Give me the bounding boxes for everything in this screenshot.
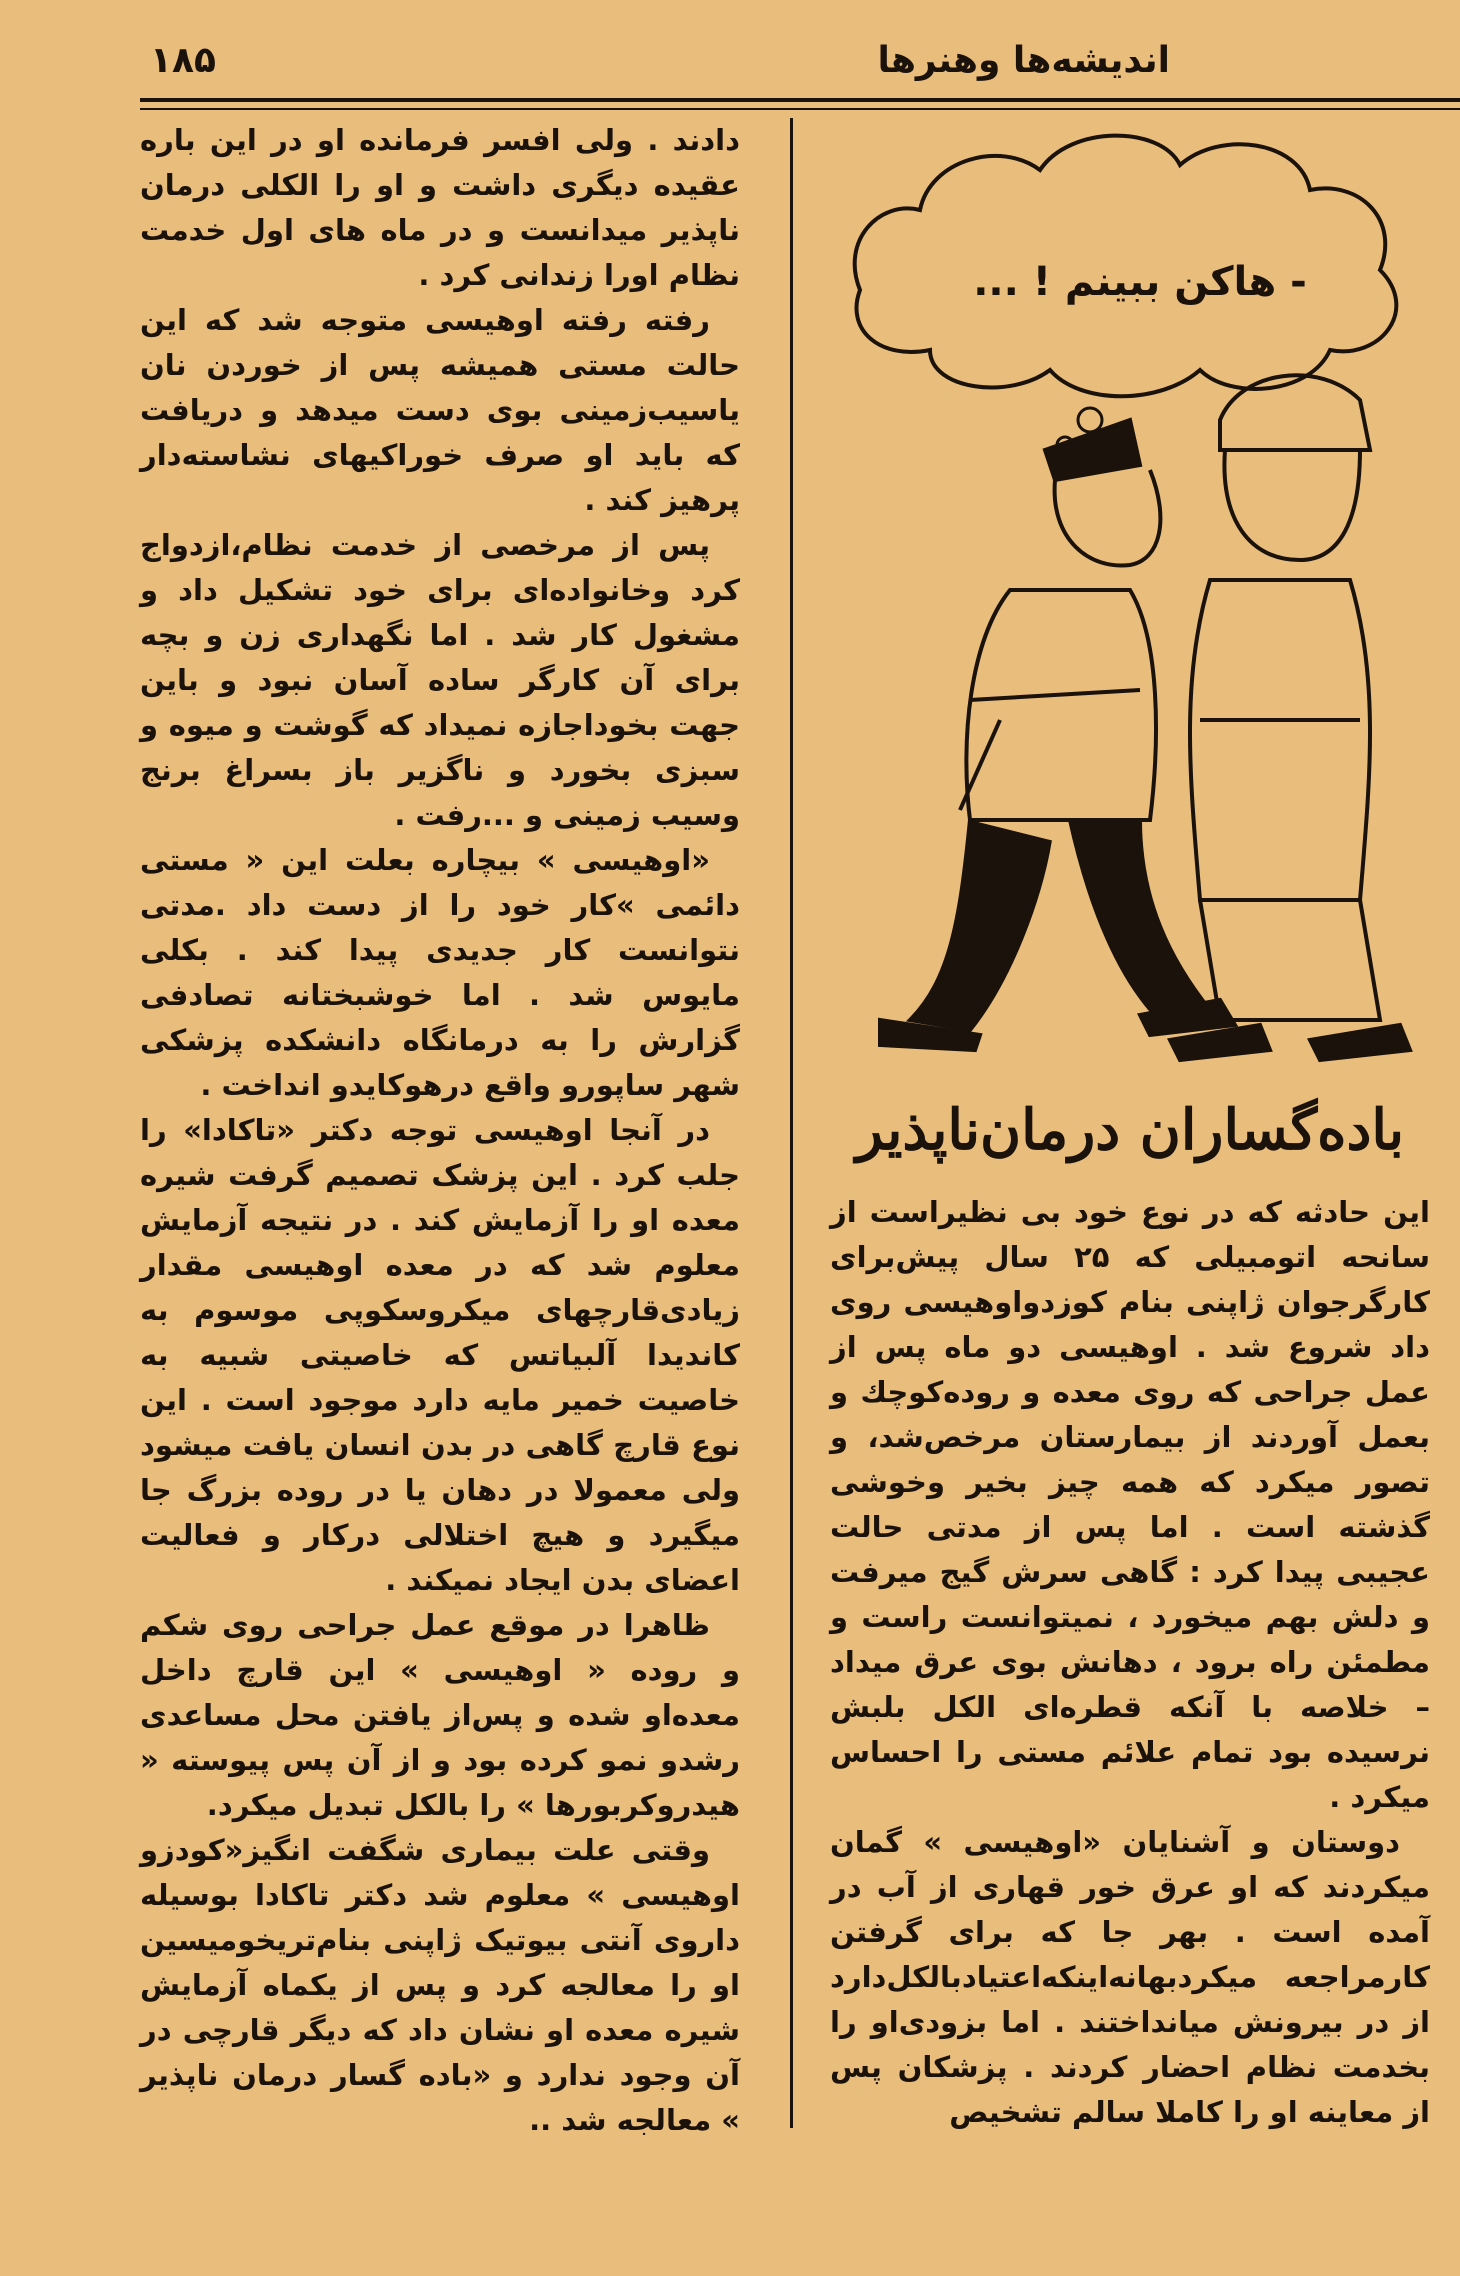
page-header — [140, 40, 1380, 100]
paragraph: رفته رفته اوهیسی متوجه شد که این حالت مستی همیشه پس از خوردن نان یاسیب‌زمینی بوی دست میدهد و دریافت که باید او صرف خوراکیهای نشاسته‌دار پرهیز کند . — [140, 303, 740, 517]
soldier-figure — [1170, 375, 1410, 1060]
paragraph: پس از مرخصی از خدمت نظام،ازدواج کرد وخانواده‌ای برای خود تشکیل داد و مشغول کار شد . اما نگهداری زن و بچه برای آن کارگر ساده آسان نبود و باین جهت بخوداجازه نمیداد که گوشت و میوه و سبزی بخورد و ناگزیر باز بسراغ برنج وسیب زمینی و ...رفت . — [140, 528, 740, 832]
cartoon-illustration — [840, 120, 1440, 1070]
paragraph: این حادثه که در نوع خود بی نظیراست از سانحه اتومبیلی که ۲۵ سال پیش‌برای کارگرجوان ژاپنی بنام کوزدواوهیسی روی داد شروع شد . اوهیسی دو ماه پس از عمل جراحی که روی معده و روده‌کوچك و بعمل آوردند از بیمارستان مرخص‌شد، و تصور میکرد که همه چیز بخیر وخوشی گذشته است . اما پس از مدتی حالت عجیبی پیدا کرد : گاهی سرش گیج میرفت و دلش بهم میخورد ، نمیتوانست راست و مطمئن راه برود ، دهانش بوی عرق میداد – خلاصه با آنکه قطره‌ای الکل بلبش نرسیده بود تمام علائم مستی را احساس میکرد . — [830, 1195, 1430, 1814]
paragraph: دادند . ولی افسر فرمانده او در این باره عقیده دیگری داشت و او را الکلی درمان ناپذیر میدانست و در ماه های اول خدمت نظام اورا زندانی کرد . — [140, 123, 740, 292]
speech-bubble-text: - هاکن ببینم ! ... — [973, 259, 1307, 305]
header-rule-thin — [140, 108, 1460, 110]
page-number: ۱۸۵ — [150, 40, 216, 81]
paragraph: ظاهرا در موقع عمل جراحی روی شکم و روده « اوهیسی » این قارچ داخل معده‌او شده و پس‌از یافتن محل مساعدی رشدو نمو کرده بود و از آن پس پیوسته « هیدروکربورها » را بالکل تبدیل میکرد. — [140, 1608, 740, 1822]
paragraph: «اوهیسی » بیچاره بعلت این « مستی دائمی »کار خود را از دست داد .مدتی نتوانست کار جدیدی پیدا کند . بکلی مایوس شد . اما خوشبختانه تصادفی گزارش را به درمانگاه دانشکده پزشکی شهر ساپورو واقع درهوکایدو انداخت . — [140, 843, 740, 1102]
column-divider — [790, 118, 793, 2128]
paragraph: در آنجا اوهیسی توجه دکتر «تاکادا» را جلب کرد . این پزشک تصمیم گرفت شیره معده او را آزمایش کند . در نتیجه آزمایش معلوم شد که در معده اوهیسی مقدار زیادی‌قارچهای میکروسکوپی موسوم به کاندیدا آلبیاتس که خاصیتی شبیه به خاصیت خمیر مایه دارد موجود است . این نوع قارچ گاهی در بدن انسان یافت میشود ولی معمولا در دهان یا در روده بزرگ جا میگیرد و هیچ اختلالی درکار و فعالیت اعضای بدن ایجاد نمیکند . — [140, 1113, 740, 1597]
article-column-left — [140, 118, 740, 2143]
article-title: باده‌گساران درمان‌ناپذیر — [855, 1097, 1405, 1163]
article-column-right — [830, 1190, 1430, 2135]
officer-figure — [880, 420, 1235, 1050]
paragraph: دوستان و آشنایان «اوهیسی » گمان میکردند که او عرق خور قهاری از آب در آمده است . بهر جا که برای گرفتن کارمراجعه میکرد‌بهانه‌اینکه‌اعتیادبالکل‌دارد از در بیرونش میانداختند . اما بزودی‌او را بخدمت نظام احضار کردند . پزشکان پس از معاینه او را کاملا سالم تشخیص — [830, 1825, 1430, 2129]
header-rule-thick — [140, 98, 1460, 102]
magazine-title: اندیشه‌ها وهنرها — [877, 40, 1170, 81]
paragraph: وقتی علت بیماری شگفت انگیز«کودزو اوهیسی » معلوم شد دکتر تاکادا بوسیله داروی آنتی بیوتیک ژاپنی بنام‌تریخومیسین او را معالجه کرد و پس از یکماه آزمایش شیره معده او نشان داد که دیگر قارچی در آن وجود ندارد و «باده گسار درمان ناپذیر » معالجه شد .. — [140, 1833, 740, 2137]
